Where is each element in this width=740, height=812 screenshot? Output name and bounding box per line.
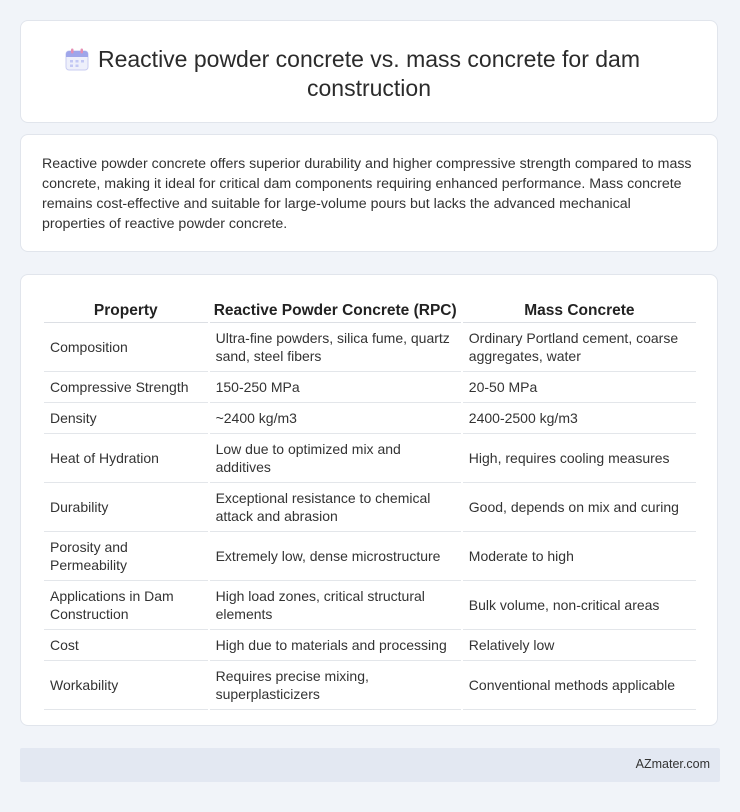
cell-property: Heat of Hydration — [44, 434, 208, 483]
cell-rpc: Low due to optimized mix and additives — [210, 434, 461, 483]
cell-rpc: Requires precise mixing, superplasticizers — [210, 661, 461, 710]
cell-rpc: High load zones, critical structural elements — [210, 581, 461, 630]
cell-rpc: Exceptional resistance to chemical attack and abrasion — [210, 483, 461, 532]
page-title — [21, 45, 717, 103]
cell-rpc: 150-250 MPa — [210, 372, 461, 403]
table-row — [44, 661, 696, 710]
footer-brand-link[interactable]: AZmater.com — [635, 757, 710, 771]
cell-mass: Moderate to high — [463, 532, 696, 581]
cell-rpc: Ultra-fine powders, silica fume, quartz sand, steel fibers — [210, 323, 461, 372]
cell-mass: Ordinary Portland cement, coarse aggregates, water — [463, 323, 696, 372]
cell-mass: Conventional methods applicable — [463, 661, 696, 710]
table-header-row — [44, 294, 696, 323]
table-row — [44, 372, 696, 403]
comparison-table-card — [20, 274, 718, 726]
header-mass-concrete: Mass Concrete — [463, 294, 696, 323]
page-title-line1: Reactive powder concrete vs. mass concrete for dam — [97, 46, 640, 72]
cell-property: Composition — [44, 323, 208, 372]
cell-rpc: High due to materials and processing — [210, 630, 461, 661]
table-row — [44, 630, 696, 661]
cell-rpc: Extremely low, dense microstructure — [210, 532, 461, 581]
footer-bar — [20, 748, 720, 782]
cell-property: Density — [44, 403, 208, 434]
cell-mass: High, requires cooling measures — [463, 434, 696, 483]
cell-mass: 2400-2500 kg/m3 — [463, 403, 696, 434]
table-row — [44, 532, 696, 581]
cell-property: Porosity and Permeability — [44, 532, 208, 581]
comparison-table — [42, 294, 698, 710]
cell-property: Applications in Dam Construction — [44, 581, 208, 630]
header-property: Property — [44, 294, 208, 323]
cell-mass: Bulk volume, non-critical areas — [463, 581, 696, 630]
cell-property: Durability — [44, 483, 208, 532]
summary-card — [20, 134, 718, 252]
table-row — [44, 483, 696, 532]
table-row — [44, 434, 696, 483]
table-row — [44, 581, 696, 630]
cell-mass: Good, depends on mix and curing — [463, 483, 696, 532]
cell-mass: Relatively low — [463, 630, 696, 661]
table-row — [44, 403, 696, 434]
table-row — [44, 323, 696, 372]
cell-property: Workability — [44, 661, 208, 710]
cell-property: Cost — [44, 630, 208, 661]
cell-rpc: ~2400 kg/m3 — [210, 403, 461, 434]
cell-mass: 20-50 MPa — [463, 372, 696, 403]
cell-property: Compressive Strength — [44, 372, 208, 403]
summary-text: Reactive powder concrete offers superior durability and higher compressive strength compared to mass concrete, making it ideal for critical dam components requiring enhanced performance. Mass concrete remains cost-effective and suitable for large-volume pours but lacks the advanced mechanical properties of reactive powder concrete. — [42, 156, 692, 232]
page-title-line2: construction — [306, 75, 431, 101]
header-rpc: Reactive Powder Concrete (RPC) — [210, 294, 461, 323]
title-card — [20, 20, 718, 123]
